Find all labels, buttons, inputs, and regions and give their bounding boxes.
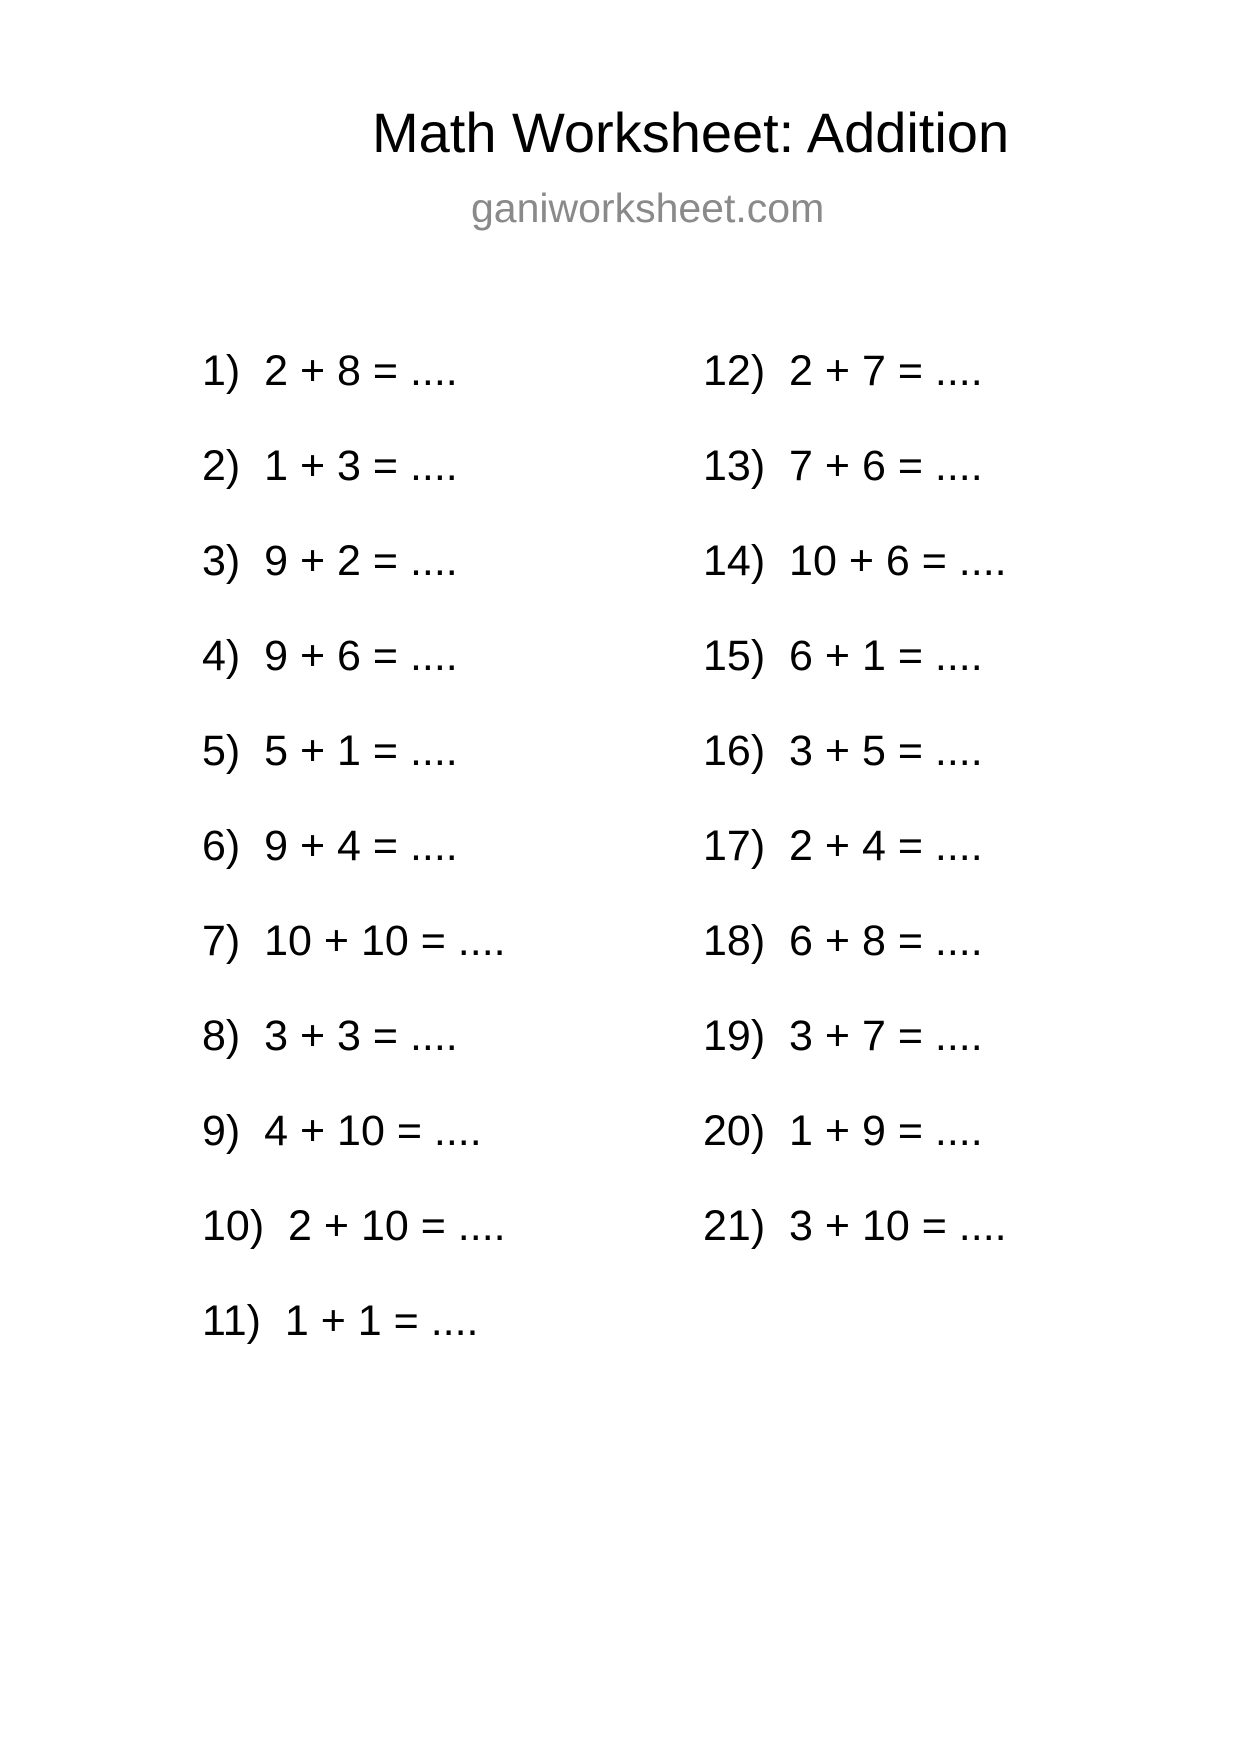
problem-19: 19) 3 + 7 = .... <box>703 1012 983 1060</box>
page-title: Math Worksheet: Addition <box>372 101 1010 164</box>
problem-7: 7) 10 + 10 = .... <box>202 917 506 965</box>
problem-6: 6) 9 + 4 = .... <box>202 822 458 870</box>
problem-17: 17) 2 + 4 = .... <box>703 822 983 870</box>
problem-column-right <box>703 346 1007 1296</box>
problem-16: 16) 3 + 5 = .... <box>703 727 983 775</box>
problem-9: 9) 4 + 10 = .... <box>202 1107 482 1155</box>
problem-8: 8) 3 + 3 = .... <box>202 1012 458 1060</box>
problem-1: 1) 2 + 8 = .... <box>202 347 458 395</box>
problem-column-left <box>202 346 506 1391</box>
problem-4: 4) 9 + 6 = .... <box>202 632 458 680</box>
problem-10: 10) 2 + 10 = .... <box>202 1202 506 1250</box>
problem-5: 5) 5 + 1 = .... <box>202 727 458 775</box>
problem-21: 21) 3 + 10 = .... <box>703 1202 1007 1250</box>
problem-18: 18) 6 + 8 = .... <box>703 917 983 965</box>
problem-15: 15) 6 + 1 = .... <box>703 632 983 680</box>
problem-13: 13) 7 + 6 = .... <box>703 442 983 490</box>
problem-20: 20) 1 + 9 = .... <box>703 1107 983 1155</box>
problem-12: 12) 2 + 7 = .... <box>703 347 983 395</box>
problem-2: 2) 1 + 3 = .... <box>202 442 458 490</box>
problem-3: 3) 9 + 2 = .... <box>202 537 458 585</box>
problem-11: 11) 1 + 1 = .... <box>202 1297 479 1345</box>
site-url: ganiworksheet.com <box>471 185 825 231</box>
problem-14: 14) 10 + 6 = .... <box>703 537 1007 585</box>
